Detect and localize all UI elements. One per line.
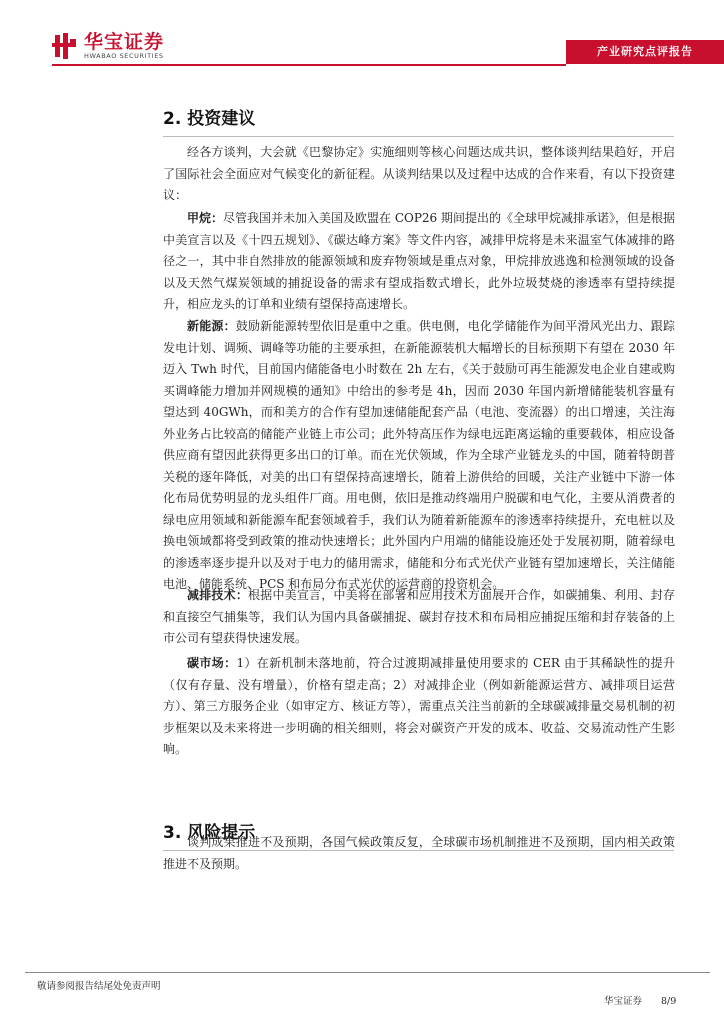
section-title-risk: 3. 风险提示 [163,823,256,843]
footer-divider [25,972,710,973]
methane-text: 尽管我国并未加入美国及欧盟在 COP26 期间提出的《全球甲烷减排承诺》，但是根据中美宣言以及《十四五规划》、《碳达峰方案》等文件内容，减排甲烷将是未来温室气体减排的路径之一，其中非自然排放的能源领域和废弃物领域是重点对象，甲烷排放逃逸和检测领域的设备以及天然气煤炭领域的捕捉设备的需求有望成指数式增长，此外垃圾焚烧的渗透率有望持续提升，相应龙头的订单和业绩有望保持高速增长。 [163,211,676,311]
intro-paragraph: 经各方谈判，大会就《巴黎协定》实施细则等核心问题达成共识，整体谈判结果趋好，开启了国际社会全面应对气候变化的新征程。从谈判结果以及过程中达成的合作来看，有以下投资建议： [163,145,675,202]
company-page-number: 华宝证券 8/9 [604,996,677,1007]
new-energy-text: 鼓励新能源转型依旧是重中之重。供电侧，电化学储能作为间平滑风光出力、跟踪发电计划、调频、调峰等功能的主要承担，在新能源装机大幅增长的目标预期下有望在 2030 年迈入 Twh 时代，目前国内储能备电小时数在 2h 左右，《关于鼓励可再生能源发电企业自建或购买调峰能力增加并网规模的通知》中给出的参考是 4h，因而 2030 年国内新增储能装机容量有望达到 40GWh，而和美方的合作有望加速储能配套产品（电池、变流器）的出口增速，关注海外业务占比较高的储能产业链上市公司；此外特高压作为绿电远距离运输的重要载体，相应设备供应商有望因此获得更多出口的订单。而在光伏领域，作为全球产业链龙头的中国，随着特朗普关税的逐年降低，对美的出口有望保持高速增长，随着上游供给的回暖，关注产业链中下游一体化布局优势明显的龙头组件厂商。用电侧，依旧是推动终端用户脱碳和电气化，主要从消费者的绿电应用领域和新能源车配套领域着手，我们认为随着新能源车的渗透率持续提升，充电桩以及换电领域都将受到政策的推动快速增长；此外国内户用端的储能设施还处于发展初期，随着绿电的渗透率逐步提升以及对于电力的储用需求，储能和分布式光伏产业链有望加速增长，关注储能电池、储能系统、PCS 和布局分布式光伏的运营商的投资机会。 [163,319,675,591]
methane-paragraph [163,208,675,316]
tech-paragraph [163,585,675,650]
tech-text: 根据中美宣言，中美将在部署和应用技术方面展开合作，如碳捕集、利用、封存和直接空气捕集等，我们认为国内具备碳捕捉、碳封存技术和布局相应捕捉压缩和封存装备的上市公司有望获得快速发展。 [163,588,675,645]
header-divider [52,64,566,66]
logo-name-cn: 华宝证券 [84,31,165,53]
risk-paragraph: 谈判成果推进不及预期，各国气候政策反复，全球碳市场机制推进不及预期，国内相关政策推进不及预期。 [163,835,675,871]
section-title-invest: 2. 投资建议 [163,109,256,129]
new-energy-paragraph [163,316,675,596]
disclaimer-note: 敬请参阅报告结尾处免责声明 [37,981,161,992]
page-header [0,0,724,70]
carbon-market-text: 1）在新机制未落地前，符合过渡期减排量使用要求的 CER 由于其稀缺性的提升（仅有存量、没有增量），价格有望走高；2）对减排企业（例如新能源运营方、减排项目运营方）、第三方服务企业（如审定方、核证方等），需重点关注当前新的全球碳减排量交易机制的初步框架以及未来将进一步明确的相关细则，将会对碳资产开发的成本、收益、交易流动性产生影响。 [163,656,675,756]
carbon-market-lead: 碳市场： [187,656,237,670]
tech-lead: 减排技术： [187,588,249,602]
new-energy-lead: 新能源： [187,319,236,333]
section-divider [163,136,674,137]
methane-lead: 甲烷： [187,211,224,225]
carbon-market-paragraph [163,653,675,761]
company-logo [52,32,164,60]
logo-name-en: HWABAO SECURITIES [84,52,164,60]
logo-mark-icon [52,33,78,59]
report-type-tag: 产业研究点评报告 [566,40,724,64]
